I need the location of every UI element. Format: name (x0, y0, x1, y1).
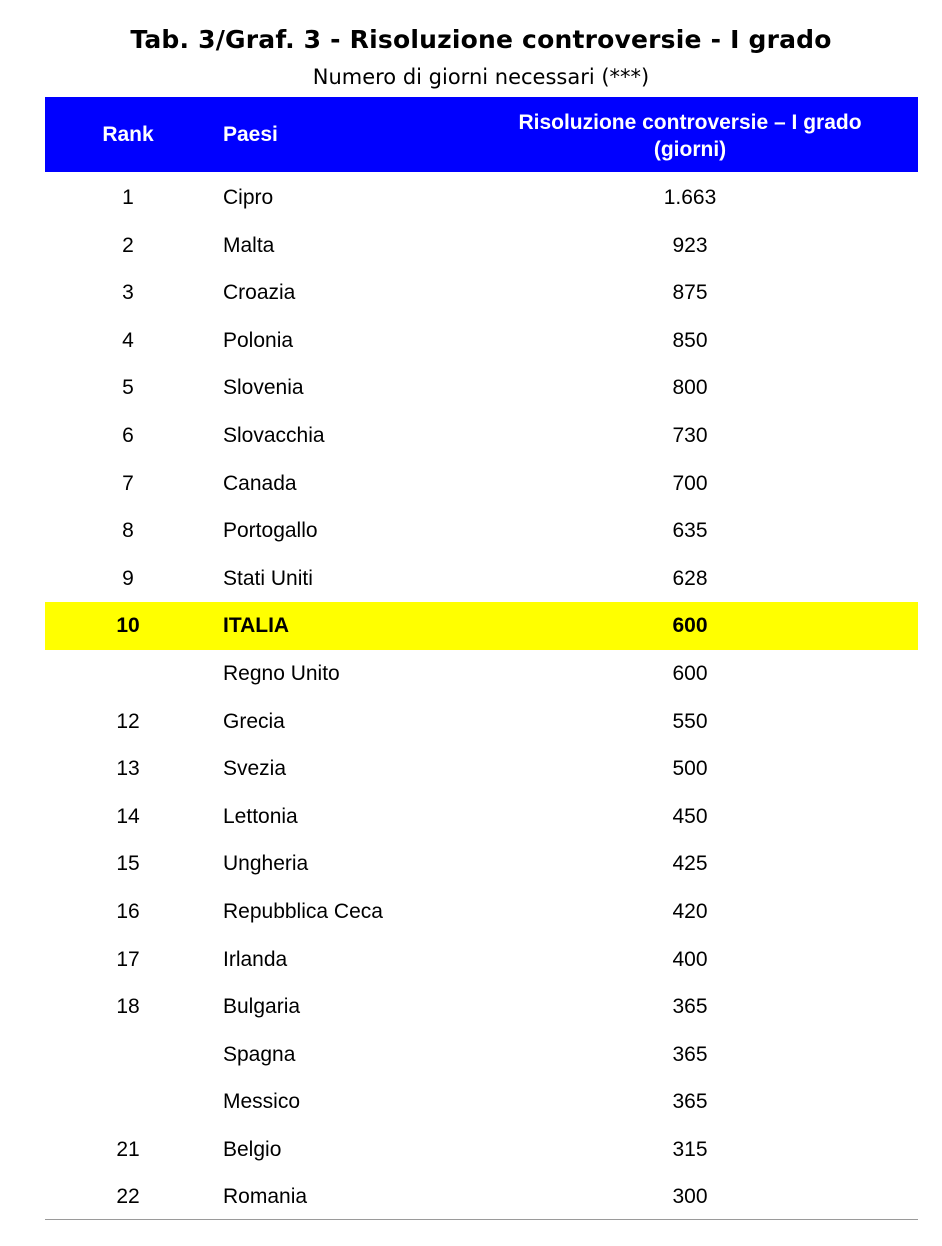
cell-value: 850 (672, 328, 708, 352)
cell-country: Polonia (223, 328, 294, 352)
table-row (45, 1078, 918, 1126)
cell-value: 600 (672, 614, 708, 638)
table-row (45, 983, 918, 1031)
header-rank: Rank (102, 123, 154, 146)
cell-value: 315 (672, 1137, 708, 1161)
cell-value: 425 (672, 852, 708, 876)
bottom-divider (45, 1219, 918, 1220)
cell-country: Romania (223, 1185, 308, 1209)
cell-country: Svezia (223, 757, 287, 781)
cell-rank: 4 (122, 328, 134, 352)
cell-value: 500 (672, 757, 708, 781)
cell-value: 400 (672, 947, 708, 971)
cell-value: 628 (672, 566, 708, 590)
cell-rank: 17 (116, 947, 140, 971)
cell-country: Croazia (223, 281, 296, 305)
cell-value: 635 (672, 519, 708, 543)
table-row (45, 364, 918, 412)
cell-country: Regno Unito (223, 661, 340, 685)
cell-value: 923 (672, 233, 708, 257)
table-row (45, 460, 918, 508)
table-row (45, 222, 918, 270)
cell-value: 365 (672, 1090, 708, 1114)
ranking-table (45, 97, 918, 1221)
cell-country: Malta (223, 233, 275, 257)
cell-country: Repubblica Ceca (223, 899, 383, 923)
cell-rank: 16 (116, 899, 140, 923)
page-title: Tab. 3/Graf. 3 - Risoluzione controversie - I grado (130, 25, 832, 54)
cell-country: Bulgaria (223, 995, 301, 1019)
table-row (45, 698, 918, 746)
cell-value: 875 (672, 281, 708, 305)
cell-country: Messico (223, 1090, 301, 1114)
table-row (45, 174, 918, 222)
table-row (45, 745, 918, 793)
cell-value: 1.663 (663, 186, 717, 209)
table-header (45, 97, 918, 172)
table-row (45, 269, 918, 317)
cell-rank: 7 (122, 471, 134, 495)
cell-value: 730 (672, 423, 708, 447)
cell-rank: 22 (116, 1185, 140, 1209)
cell-country: Slovenia (223, 376, 304, 400)
cell-rank: 5 (122, 376, 134, 400)
table-row (45, 1126, 918, 1174)
cell-rank: 18 (116, 995, 140, 1019)
cell-country: Ungheria (223, 852, 309, 876)
cell-value: 700 (672, 471, 708, 495)
table-row (45, 507, 918, 555)
cell-rank: 6 (122, 423, 134, 447)
header-value (485, 109, 895, 163)
table-row (45, 1031, 918, 1079)
cell-value: 365 (672, 995, 708, 1019)
table-row (45, 412, 918, 460)
cell-rank: 1 (122, 186, 134, 209)
table-row (45, 888, 918, 936)
cell-country: ITALIA (223, 614, 290, 638)
cell-rank: 2 (122, 233, 134, 257)
table-row (45, 793, 918, 841)
cell-value: 600 (672, 661, 708, 685)
cell-country: Grecia (223, 709, 285, 733)
cell-value: 800 (672, 376, 708, 400)
cell-country: Spagna (223, 1042, 296, 1066)
header-value-line2: (giorni) (653, 138, 727, 161)
cell-rank: 3 (122, 281, 134, 305)
header-country: Paesi (223, 123, 278, 146)
table-row (45, 1173, 918, 1221)
cell-rank: 13 (116, 757, 140, 781)
table-row-highlighted (45, 602, 918, 650)
table-row (45, 936, 918, 984)
cell-rank: 9 (122, 566, 134, 590)
cell-value: 300 (672, 1185, 708, 1209)
cell-rank: 8 (122, 519, 134, 543)
table-row (45, 840, 918, 888)
cell-value: 365 (672, 1042, 708, 1066)
table-row (45, 555, 918, 603)
cell-rank: 21 (116, 1137, 140, 1161)
cell-value: 550 (672, 709, 708, 733)
cell-value: 450 (672, 804, 708, 828)
cell-country: Portogallo (223, 519, 318, 543)
cell-country: Lettonia (223, 804, 298, 828)
cell-rank: 14 (116, 804, 140, 828)
cell-country: Stati Uniti (223, 566, 313, 590)
cell-rank: 12 (116, 709, 140, 733)
cell-country: Cipro (223, 186, 274, 209)
cell-country: Slovacchia (223, 423, 325, 447)
cell-rank: 10 (116, 614, 140, 638)
cell-rank: 15 (116, 852, 140, 876)
cell-country: Belgio (223, 1137, 282, 1161)
table-body (45, 174, 918, 1221)
cell-country: Canada (223, 471, 297, 495)
cell-country: Irlanda (223, 947, 288, 971)
table-row (45, 650, 918, 698)
cell-value: 420 (672, 899, 708, 923)
table-row (45, 317, 918, 365)
header-value-line1: Risoluzione controversie – I grado (518, 111, 862, 134)
page-subtitle: Numero di giorni necessari (***) (312, 65, 650, 89)
